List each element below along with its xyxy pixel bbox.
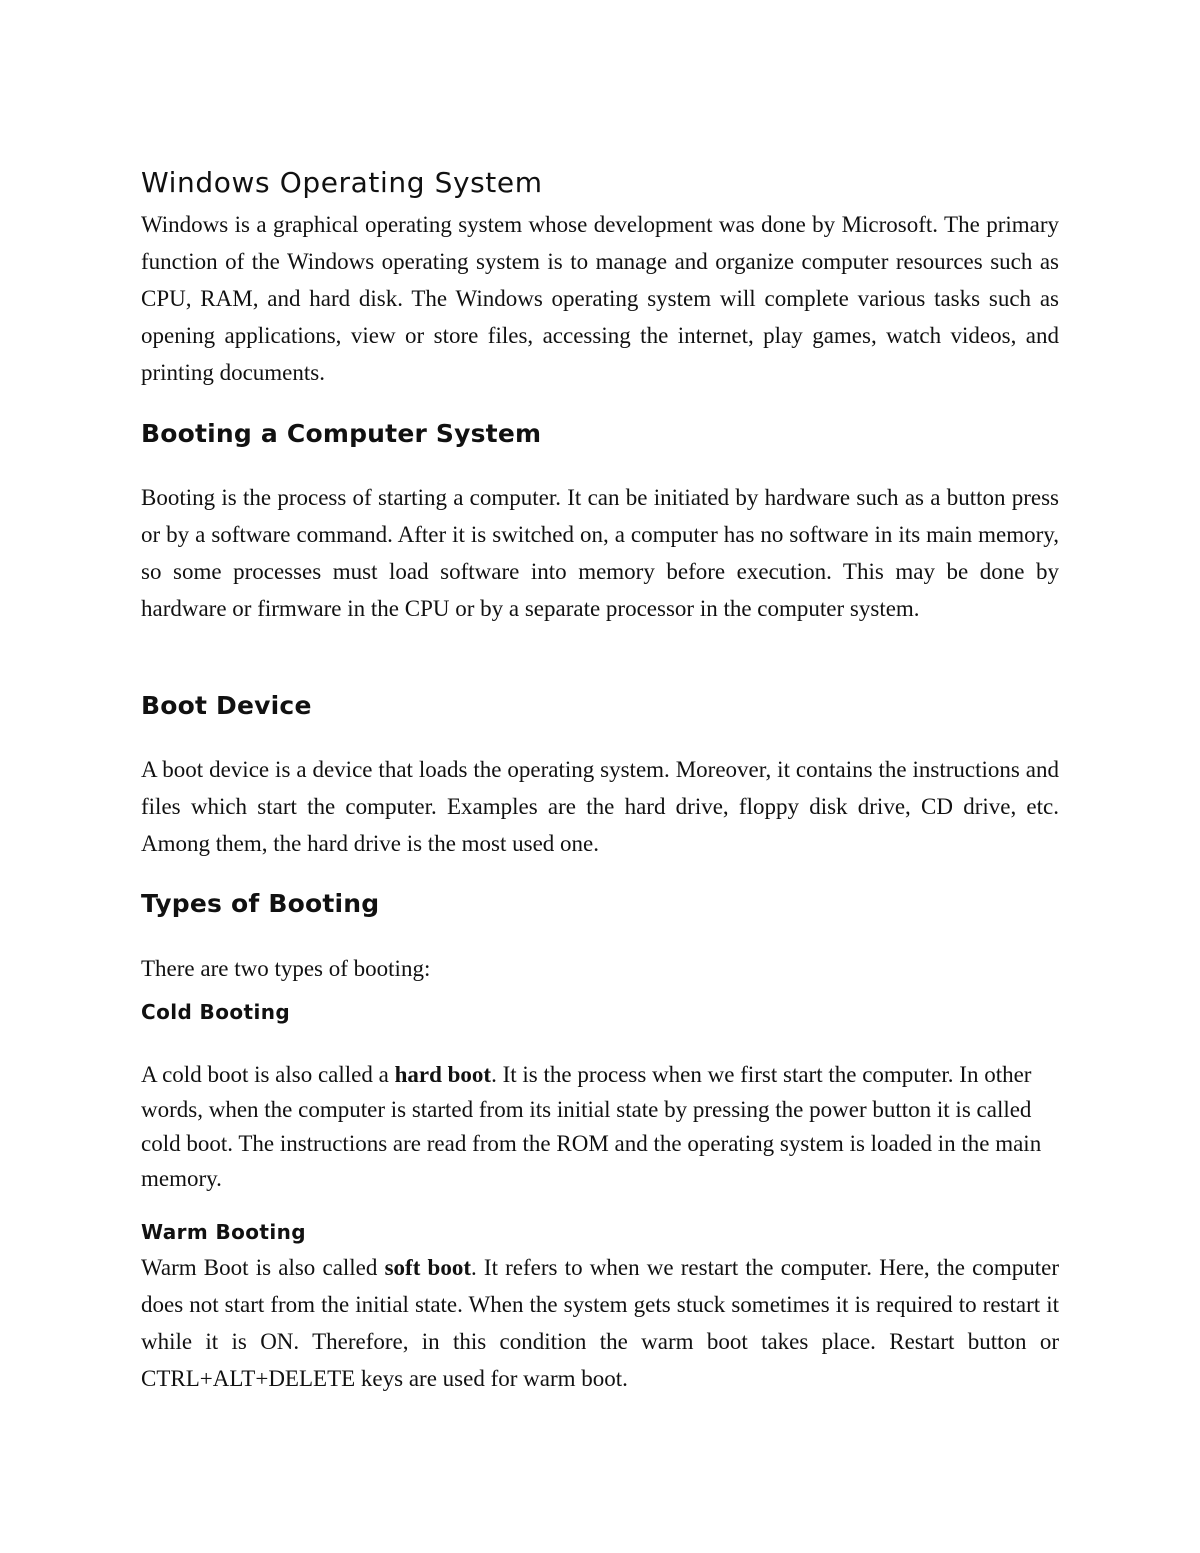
warm-body-start: Warm Boot is also called <box>141 1255 385 1280</box>
warm-body-end: . It refers to when we restart the computer. Here, the computer does not start from the initial state. When the system gets stuck sometimes it is required to restart it while it is ON. Therefore, in this condition the warm boot takes place. Restart button or CTRL+ALT+DELETE keys are used for warm boot. <box>141 1255 1059 1391</box>
boot-device-heading: Boot Device <box>141 691 312 720</box>
cold-body-end: . It is the process when we first start the computer. In other words, when the computer is started from its initial state by pressing the power button it is called cold boot. The instructions are read from the ROM and the operating system is loaded in the main memory. <box>141 1062 1042 1191</box>
warm-booting-subheading: Warm Booting <box>141 1220 307 1244</box>
windows-os-heading: Windows Operating System <box>141 166 543 199</box>
cold-booting-subheading: Cold Booting <box>141 1000 291 1024</box>
soft-boot-term: soft boot <box>384 1255 471 1280</box>
types-of-booting-heading: Types of Booting <box>141 889 380 918</box>
booting-heading: Booting a Computer System <box>141 419 542 448</box>
hard-boot-term: hard boot <box>394 1062 492 1087</box>
windows-os-paragraph: Windows is a graphical operating system whose development was done by Microsoft. The primary function of the Windows operating system is to manage and organize computer resources such as CPU, RAM, and hard disk. The Windows operating system will complete various tasks such as opening applications, view or store files, accessing the internet, play games, watch videos, and printing documents. <box>141 212 1059 385</box>
types-intro-text: There are two types of booting: <box>141 956 431 981</box>
cold-booting-paragraph <box>141 1058 1059 1196</box>
boot-device-paragraph: A boot device is a device that loads the operating system. Moreover, it contains the instructions and files which start the computer. Examples are the hard drive, floppy disk drive, CD drive, etc. Among them, the hard drive is the most used one. <box>141 757 1059 856</box>
cold-body-start: A cold boot is also called a <box>141 1062 395 1087</box>
warm-booting-paragraph <box>141 1249 1059 1397</box>
booting-paragraph: Booting is the process of starting a computer. It can be initiated by hardware such as a button press or by a software command. After it is switched on, a computer has no software in its main memory, so some processes must load software into memory before execution. This may be done by hardware or firmware in the CPU or by a separate processor in the computer system. <box>141 485 1059 621</box>
